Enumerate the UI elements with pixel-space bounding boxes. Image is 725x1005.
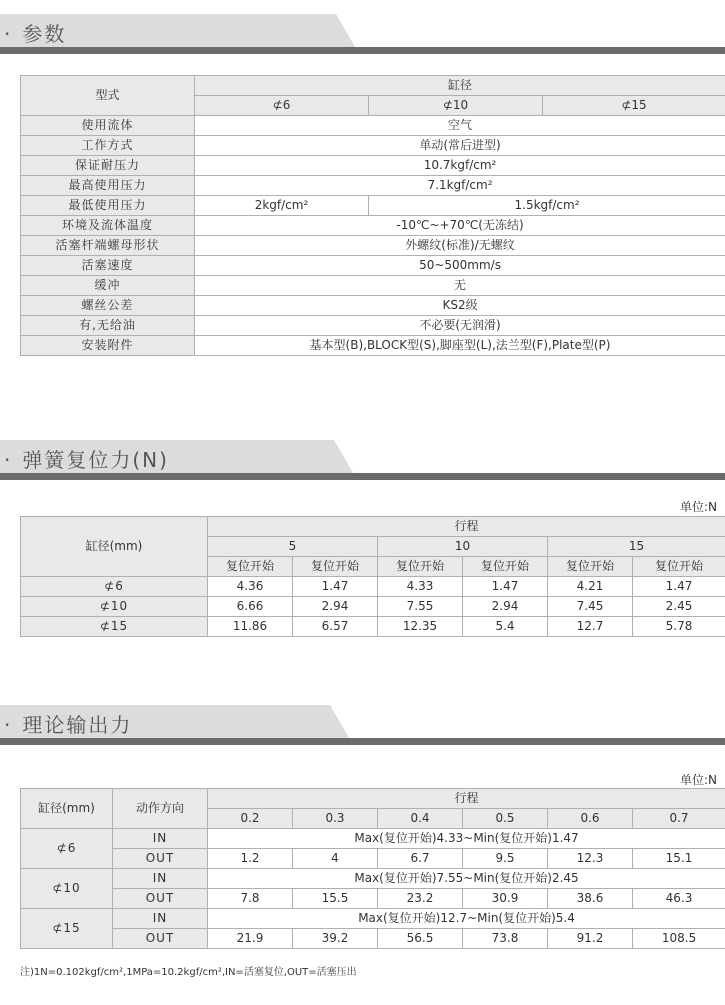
- value-cell: 4.36: [208, 577, 293, 597]
- table-row: [21, 276, 725, 296]
- value-cell: 6.66: [208, 597, 293, 617]
- stroke-header: 5: [208, 537, 378, 557]
- table-row: [21, 316, 725, 336]
- row-value: 2kgf/cm²: [195, 196, 369, 216]
- row-label: 工作方式: [21, 136, 195, 156]
- stroke-header: 15: [548, 537, 725, 557]
- value-cell: 91.2: [548, 929, 633, 949]
- unit-label: 单位:N: [679, 773, 717, 787]
- value-cell: 38.6: [548, 889, 633, 909]
- value-cell: 12.7: [548, 617, 633, 637]
- unit-label: 单位:N: [679, 500, 717, 514]
- value-cell: 9.5: [463, 849, 548, 869]
- row-label: 活塞杆端螺母形状: [21, 236, 195, 256]
- row-value: -10℃~+70℃(无冻结): [195, 216, 725, 236]
- direction-cell: IN: [113, 829, 208, 849]
- value-cell: 2.45: [633, 597, 725, 617]
- value-cell: 4.21: [548, 577, 633, 597]
- table-row: [21, 256, 725, 276]
- value-cell: 108.5: [633, 929, 725, 949]
- value-cell: 39.2: [293, 929, 378, 949]
- value-cell: 2.94: [293, 597, 378, 617]
- bore-header: 缸径(mm): [21, 517, 208, 577]
- bore-cell: ⊄15: [21, 909, 113, 949]
- bore-cell: ⊄15: [21, 617, 208, 637]
- table-row: [21, 869, 725, 889]
- table-row: [21, 789, 725, 809]
- row-label: 缓冲: [21, 276, 195, 296]
- sub-header: 复位开始: [208, 557, 293, 577]
- pressure-header: 0.2: [208, 809, 293, 829]
- value-cell: 23.2: [378, 889, 463, 909]
- section-divider: [0, 47, 725, 54]
- stroke-header: 10: [378, 537, 548, 557]
- row-label: 安装附件: [21, 336, 195, 356]
- value-cell: 1.47: [463, 577, 548, 597]
- row-value: 7.1kgf/cm²: [195, 176, 725, 196]
- sub-header: 复位开始: [463, 557, 548, 577]
- table-row: [21, 236, 725, 256]
- bullet-icon: ·: [4, 448, 13, 472]
- value-cell: 21.9: [208, 929, 293, 949]
- value-cell: 7.45: [548, 597, 633, 617]
- value-cell: 1.47: [293, 577, 378, 597]
- table-row: [21, 517, 725, 537]
- table-row: [21, 116, 725, 136]
- bore-cell: ⊄6: [21, 829, 113, 869]
- pressure-header: 0.6: [548, 809, 633, 829]
- spring-force-table: [20, 516, 725, 637]
- bore-cell: ⊄10: [21, 597, 208, 617]
- pressure-header: 0.7: [633, 809, 725, 829]
- row-label: 有,无给油: [21, 316, 195, 336]
- value-cell: 12.3: [548, 849, 633, 869]
- table-row: [21, 889, 725, 909]
- direction-cell: IN: [113, 909, 208, 929]
- value-cell: 4.33: [378, 577, 463, 597]
- row-label: 使用流体: [21, 116, 195, 136]
- sub-header: 复位开始: [293, 557, 378, 577]
- value-cell: 12.35: [378, 617, 463, 637]
- value-cell: 46.3: [633, 889, 725, 909]
- sub-header: 复位开始: [378, 557, 463, 577]
- table-row: [21, 929, 725, 949]
- row-value: 基本型(B),BLOCK型(S),脚座型(L),法兰型(F),Plate型(P): [195, 336, 725, 356]
- section-divider: [0, 738, 725, 745]
- table-row: [21, 617, 725, 637]
- row-value: 单动(常后进型): [195, 136, 725, 156]
- table-row: [21, 216, 725, 236]
- in-value-cell: Max(复位开始)7.55~Min(复位开始)2.45: [208, 869, 725, 889]
- table-row: [21, 577, 725, 597]
- value-cell: 73.8: [463, 929, 548, 949]
- table-row: [21, 76, 725, 96]
- value-cell: 5.78: [633, 617, 725, 637]
- sub-header: 复位开始: [633, 557, 725, 577]
- value-cell: 15.5: [293, 889, 378, 909]
- type-header: 型式: [21, 76, 195, 116]
- value-cell: 15.1: [633, 849, 725, 869]
- value-cell: 30.9: [463, 889, 548, 909]
- table-row: [21, 909, 725, 929]
- section-header-params: [0, 14, 725, 54]
- row-value: 50~500mm/s: [195, 256, 725, 276]
- value-cell: 1.2: [208, 849, 293, 869]
- row-value: 不必要(无润滑): [195, 316, 725, 336]
- table-row: [21, 829, 725, 849]
- row-label: 活塞速度: [21, 256, 195, 276]
- bullet-icon: ·: [4, 22, 13, 46]
- in-value-cell: Max(复位开始)4.33~Min(复位开始)1.47: [208, 829, 725, 849]
- value-cell: 7.8: [208, 889, 293, 909]
- direction-cell: OUT: [113, 849, 208, 869]
- bore-col-header: ⊄15: [543, 96, 725, 116]
- section-header-spring-force: [0, 440, 725, 480]
- in-value-cell: Max(复位开始)12.7~Min(复位开始)5.4: [208, 909, 725, 929]
- row-label: 最高使用压力: [21, 176, 195, 196]
- value-cell: 56.5: [378, 929, 463, 949]
- stroke-group-header: 行程: [208, 517, 725, 537]
- bore-col-header: ⊄10: [369, 96, 543, 116]
- table-row: [21, 597, 725, 617]
- bullet-icon: ·: [4, 713, 13, 737]
- section-title: · 参数: [4, 22, 67, 46]
- value-cell: 11.86: [208, 617, 293, 637]
- direction-cell: IN: [113, 869, 208, 889]
- row-value: 外螺纹(标准)/无螺纹: [195, 236, 725, 256]
- pressure-header: 0.3: [293, 809, 378, 829]
- bore-cell: ⊄6: [21, 577, 208, 597]
- section-header-theoretical-output: [0, 705, 725, 745]
- value-cell: 7.55: [378, 597, 463, 617]
- table-row: [21, 156, 725, 176]
- table-row: [21, 296, 725, 316]
- pressure-header: 0.5: [463, 809, 548, 829]
- table-row: [21, 849, 725, 869]
- bore-group-header: 缸径: [195, 76, 725, 96]
- table-row: [21, 136, 725, 156]
- row-label: 环境及流体温度: [21, 216, 195, 236]
- section-divider: [0, 473, 725, 480]
- value-cell: 1.47: [633, 577, 725, 597]
- value-cell: 2.94: [463, 597, 548, 617]
- direction-cell: OUT: [113, 929, 208, 949]
- section-title: · 理论输出力: [4, 713, 133, 737]
- bore-header: 缸径(mm): [21, 789, 113, 829]
- value-cell: 4: [293, 849, 378, 869]
- value-cell: 6.7: [378, 849, 463, 869]
- bore-col-header: ⊄6: [195, 96, 369, 116]
- value-cell: 5.4: [463, 617, 548, 637]
- table-row: [21, 336, 725, 356]
- row-value: 无: [195, 276, 725, 296]
- row-label: 最低使用压力: [21, 196, 195, 216]
- table-row: [21, 176, 725, 196]
- direction-header: 动作方向: [113, 789, 208, 829]
- pressure-header: 0.4: [378, 809, 463, 829]
- row-label: 保证耐压力: [21, 156, 195, 176]
- stroke-group-header: 行程: [208, 789, 725, 809]
- direction-cell: OUT: [113, 889, 208, 909]
- row-value: 1.5kgf/cm²: [369, 196, 725, 216]
- row-value: 空气: [195, 116, 725, 136]
- section-title: · 弹簧复位力(N): [4, 448, 169, 472]
- row-value: 10.7kgf/cm²: [195, 156, 725, 176]
- theoretical-output-table: [20, 788, 725, 949]
- sub-header: 复位开始: [548, 557, 633, 577]
- bore-cell: ⊄10: [21, 869, 113, 909]
- table-row: [21, 196, 725, 216]
- footnote: 注)1N=0.102kgf/cm²,1MPa=10.2kgf/cm²,IN=活塞复位,OUT=活塞压出: [20, 967, 357, 978]
- row-label: 螺丝公差: [21, 296, 195, 316]
- value-cell: 6.57: [293, 617, 378, 637]
- row-value: KS2级: [195, 296, 725, 316]
- params-table: [20, 75, 725, 356]
